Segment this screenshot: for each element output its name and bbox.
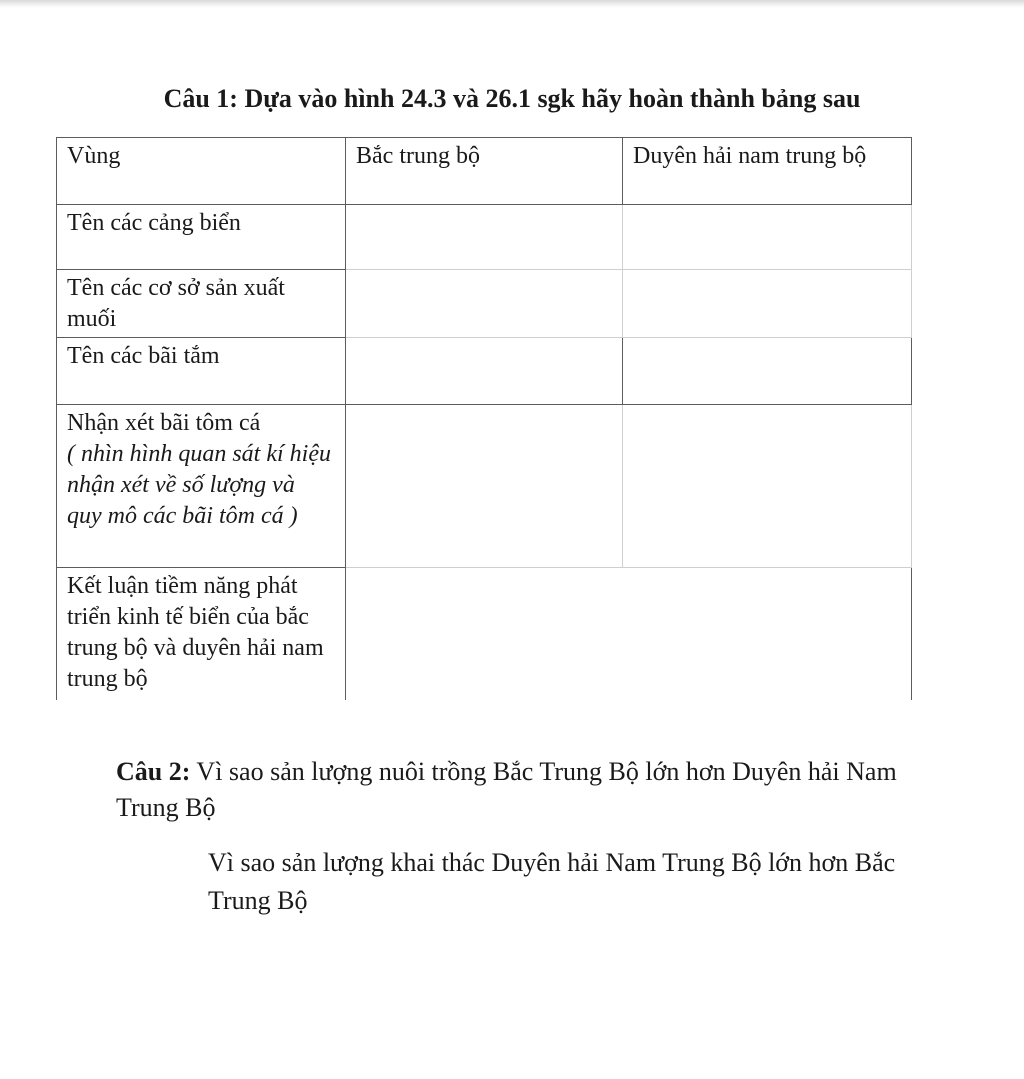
row-label-fishing-grounds	[57, 405, 346, 568]
row-label-beaches: Tên các bãi tắm	[57, 338, 346, 405]
header-duyen-hai-nam-trung-bo: Duyên hải nam trung bộ	[623, 138, 912, 205]
header-bac-trung-bo: Bắc trung bộ	[346, 138, 623, 205]
answer-cell[interactable]	[623, 405, 912, 568]
header-region: Vùng	[57, 138, 346, 205]
answer-cell[interactable]	[346, 338, 623, 405]
table-row	[57, 568, 912, 700]
table-row	[57, 405, 912, 568]
question-2	[108, 754, 938, 826]
answer-cell[interactable]	[346, 205, 623, 270]
worksheet-table	[56, 137, 912, 700]
table-row	[57, 270, 912, 338]
question-2-part-b	[108, 844, 938, 920]
table-header-row	[57, 138, 912, 205]
answer-cell[interactable]	[623, 270, 912, 338]
question-2-label: Câu 2:	[116, 757, 191, 786]
row-label-ports: Tên các cảng biển	[57, 205, 346, 270]
answer-cell[interactable]	[346, 568, 912, 700]
table-row	[57, 338, 912, 405]
page-top-edge	[0, 0, 1024, 8]
row-label-salt: Tên các cơ sở sản xuất muối	[57, 270, 346, 338]
answer-cell[interactable]	[346, 270, 623, 338]
question-2-line-1: Vì sao sản lượng nuôi trồng Bắc Trung Bộ lớn hơn Duyên hải Nam Trung Bộ	[116, 757, 897, 822]
row-label-conclusion: Kết luận tiềm năng phát triển kinh tế biển của bắc trung bộ và duyên hải nam trung bộ	[57, 568, 346, 700]
table-row	[57, 205, 912, 270]
answer-cell[interactable]	[623, 205, 912, 270]
question-1-title: Câu 1: Dựa vào hình 24.3 và 26.1 sgk hãy hoàn thành bảng sau	[163, 84, 861, 113]
question-2-line-2: Vì sao sản lượng khai thác Duyên hải Nam Trung Bộ lớn hơn Bắc Trung Bộ	[208, 848, 896, 915]
answer-cell[interactable]	[346, 405, 623, 568]
row-label-text: Nhận xét bãi tôm cá	[67, 410, 261, 436]
answer-cell[interactable]	[623, 338, 912, 405]
row-label-note: ( nhìn hình quan sát kí hiệu nhận xét về số lượng và quy mô các bãi tôm cá )	[67, 441, 331, 529]
